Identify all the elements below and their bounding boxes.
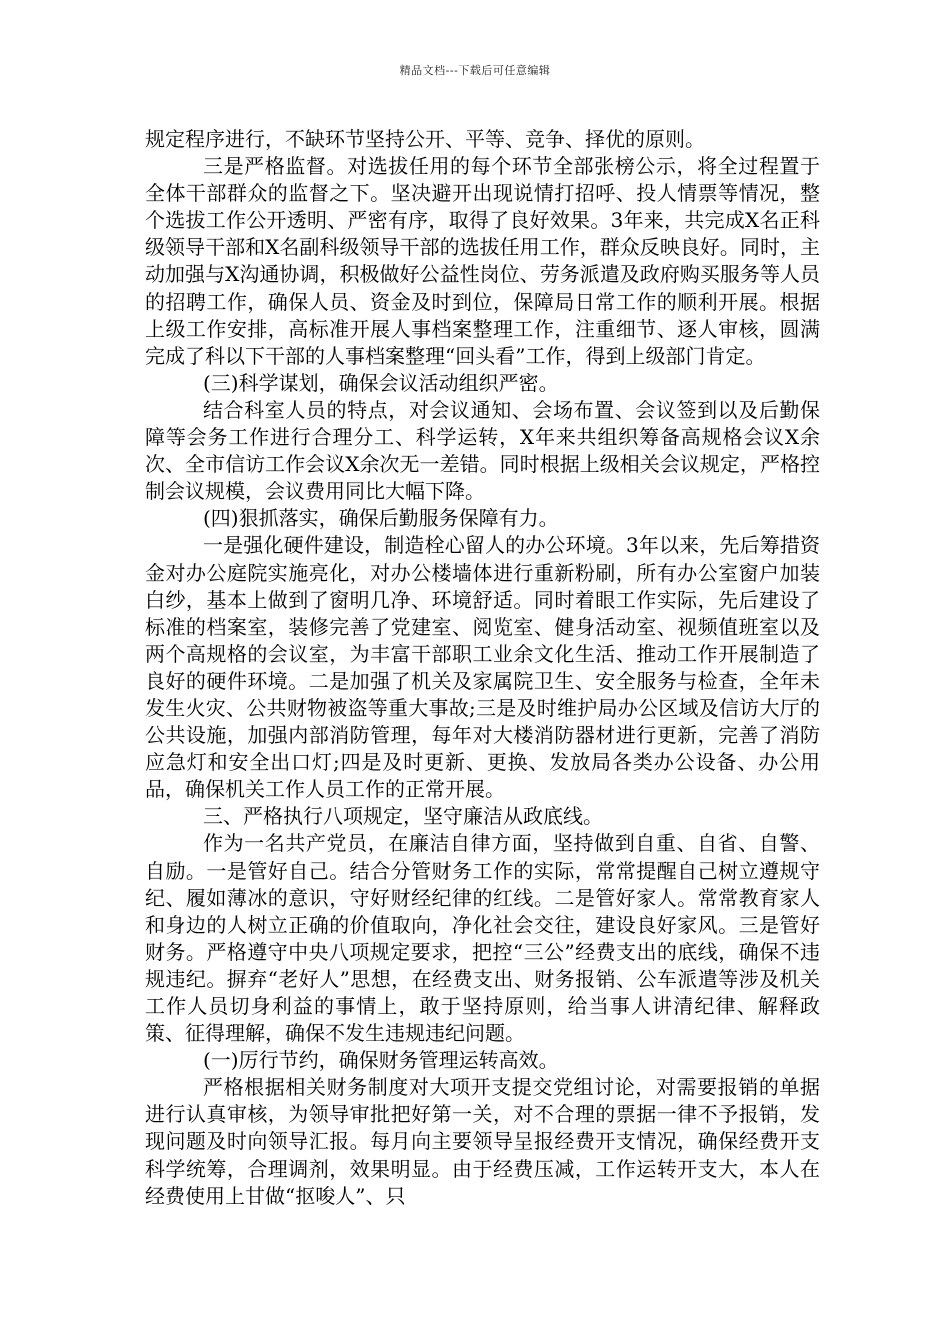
document-body <box>145 126 820 1210</box>
section-heading-meeting-planning: (三)科学谋划，确保会议活动组织严密。 <box>203 370 559 395</box>
paragraph-hardware-construction: 一是强化硬件建设，制造栓心留人的办公环境。3年以来，先后筹措资金对办公庭院实施亮化，对办公楼墙体进行重新粉刷，所有办公室窗户加装白纱，基本上做到了窗明几净、环境舒适。同时着眼工作实际，先后建设了标准的档案室，装修完善了党建室、阅览室、健身活动室、视频值班室以及两个高规格的会议室，为丰富干部职工业余文化生活、推动工作开展制造了良好的硬件环境。二是加强了机关及家属院卫生、安全服务与检查，全年未发生火灾、公共财物被盗等重大事故;三是及时维护局办公区域及信访大厅的公共设施，加强内部消防管理，每年对大楼消防器材进行更新，完善了消防应急灯和安全出口灯;四是及时更新、更换、发放局各类办公设备、办公用品，确保机关工作人员工作的正常开展。 <box>145 533 820 802</box>
paragraph-continuation: 规定程序进行，不缺环节坚持公开、平等、竞争、择优的原则。 <box>145 127 705 151</box>
paragraph-financial-management: 严格根据相关财务制度对大项开支提交党组讨论，对需要报销的单据进行认真审核，为领导审批把好第一关，对不合理的票据一律不予报销，发现问题及时向领导汇报。每月向主要领导呈报经费开支情况，确保经费开支科学统筹，合理调剂，效果明显。由于经费压减，工作运转开支大，本人在经费使用上甘做“抠唆人”、只 <box>145 1075 820 1208</box>
section-heading-frugality: (一)厉行节约，确保财务管理运转高效。 <box>203 1048 559 1073</box>
page-header: 精品文档---下载后可任意编辑 <box>399 64 551 77</box>
paragraph-integrity: 作为一名共产党员，在廉洁自律方面，坚持做到自重、自省、自警、自励。一是管好自己。结合分管财务工作的实际，常常提醒自己树立遵规守纪、履如薄冰的意识，守好财经纪律的红线。二是管好家人。常常教育家人和身边的人树立正确的价值取向，净化社会交往，建设良好家风。三是管好财务。严格遵守中央八项规定要求，把控“三公”经费支出的底线，确保不违规违纪。摒弃“老好人”思想，在经费支出、财务报销、公车派遣等涉及机关工作人员切身利益的事情上，敢于坚持原则，给当事人讲清纪律、解释政策、征得理解，确保不发生违规违纪问题。 <box>145 831 820 1046</box>
paragraph-meeting-organization: 结合科室人员的特点，对会议通知、会场布置、会议签到以及后勤保障等会务工作进行合理分工、科学运转，X年来共组织筹备高规格会议X余次、全市信访工作会议X余次无一差错。同时根据上级相关会议规定，严格控制会议规模，会议费用同比大幅下降。 <box>145 397 820 504</box>
paragraph-strict-supervision: 三是严格监督。对选拔任用的每个环节全部张榜公示，将全过程置于全体干部群众的监督之下。坚决避开出现说情打招呼、投人情票等情况，整个选拔工作公开透明、严密有序，取得了良好效果。3年来，共完成X名正科级领导干部和X名副科级领导干部的选拔任用工作，群众反映良好。同时，主动加强与X沟通协调，积极做好公益性岗位、劳务派遣及政府购买服务等人员的招聘工作，确保人员、资金及时到位，保障局日常工作的顺利开展。根据上级工作安排，高标准开展人事档案整理工作，注重细节、逐人审核，圆满完成了科以下干部的人事档案整理“回头看”工作，得到上级部门肯定。 <box>145 154 820 368</box>
section-heading-eight-rules: 三、严格执行八项规定，坚守廉洁从政底线。 <box>203 804 603 829</box>
section-heading-logistics: (四)狠抓落实，确保后勤服务保障有力。 <box>203 506 559 531</box>
